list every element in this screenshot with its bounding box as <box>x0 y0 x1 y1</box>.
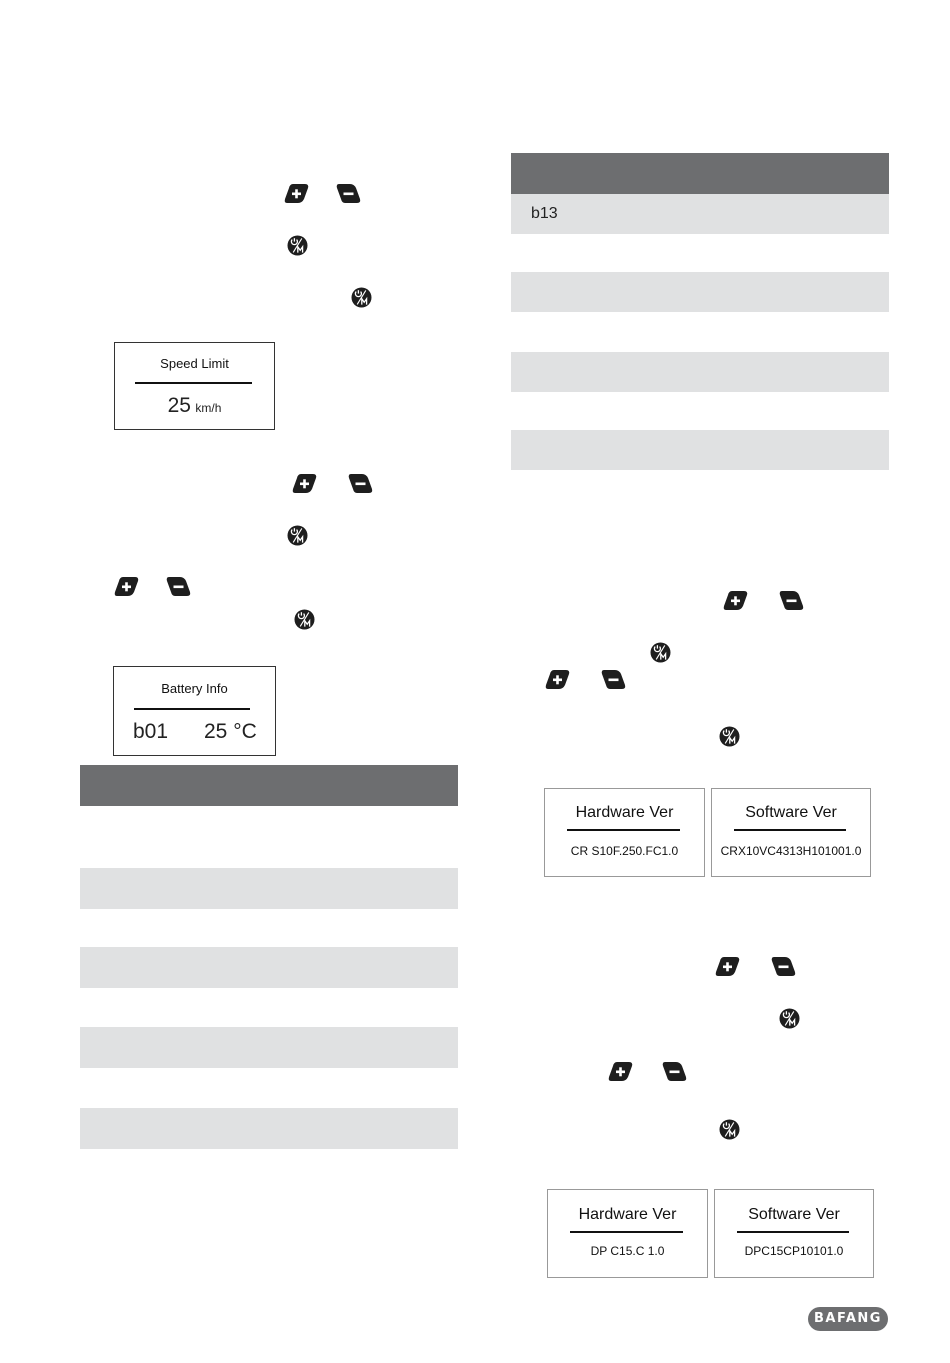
minus-button-icon <box>336 183 361 204</box>
battery-info-code: b01 <box>133 720 169 743</box>
display-divider <box>734 829 846 831</box>
bafang-logo: BAFANG <box>808 1307 888 1331</box>
mode-button-icon <box>650 642 671 663</box>
plus-button-icon <box>545 669 570 690</box>
software-version-display <box>714 1189 874 1278</box>
plus-button-icon <box>608 1061 633 1082</box>
mode-button-icon <box>351 287 372 308</box>
table-row <box>511 430 889 470</box>
minus-button-icon <box>779 590 804 611</box>
mode-button-icon <box>287 525 308 546</box>
plus-button-icon <box>284 183 309 204</box>
hardware-version-value: DP C15.C 1.0 <box>590 1244 665 1258</box>
plus-button-icon <box>723 590 748 611</box>
minus-button-icon <box>348 473 373 494</box>
display-divider <box>737 1231 849 1233</box>
display-title: Hardware Ver <box>578 1206 677 1223</box>
software-version-value: CRX10VC4313H101001.0 <box>720 844 862 858</box>
mode-button-icon <box>779 1008 800 1029</box>
display-title: Speed Limit <box>160 356 229 371</box>
table-row <box>80 1108 458 1149</box>
speed-limit-value: 25 <box>167 394 191 417</box>
display-title: Software Ver <box>745 804 837 821</box>
table-cell-code: b13 <box>531 205 558 222</box>
battery-info-value: 25 <box>204 720 228 743</box>
minus-button-icon <box>166 576 191 597</box>
mode-button-icon <box>719 726 740 747</box>
battery-info-value-line <box>204 720 257 744</box>
hardware-version-display <box>547 1189 708 1278</box>
speed-limit-display <box>114 342 275 430</box>
mode-button-icon <box>294 609 315 630</box>
display-divider <box>570 1231 683 1233</box>
display-title: Software Ver <box>748 1206 840 1223</box>
software-version-display <box>711 788 871 877</box>
plus-button-icon <box>114 576 139 597</box>
mode-button-icon <box>719 1119 740 1140</box>
software-version-value: DPC15CP10101.0 <box>744 1244 844 1258</box>
table-row <box>80 1027 458 1068</box>
table-row <box>80 868 458 909</box>
plus-button-icon <box>292 473 317 494</box>
table-row <box>80 947 458 988</box>
battery-info-display <box>113 666 276 756</box>
speed-limit-unit: km/h <box>195 401 222 415</box>
battery-info-unit: °C <box>233 720 257 743</box>
table-header <box>511 153 889 194</box>
table-row <box>511 272 889 312</box>
hardware-version-display <box>544 788 705 877</box>
hardware-version-value: CR S10F.250.FC1.0 <box>570 844 679 858</box>
minus-button-icon <box>771 956 796 977</box>
speed-limit-value-line <box>115 394 274 418</box>
mode-button-icon <box>287 235 308 256</box>
table-row <box>511 352 889 392</box>
display-divider <box>134 708 250 710</box>
minus-button-icon <box>662 1061 687 1082</box>
display-title: Battery Info <box>161 681 228 696</box>
display-divider <box>567 829 680 831</box>
minus-button-icon <box>601 669 626 690</box>
display-divider <box>135 382 252 384</box>
plus-button-icon <box>715 956 740 977</box>
display-title: Hardware Ver <box>575 804 674 821</box>
table-row <box>511 194 889 234</box>
table-header <box>80 765 458 806</box>
